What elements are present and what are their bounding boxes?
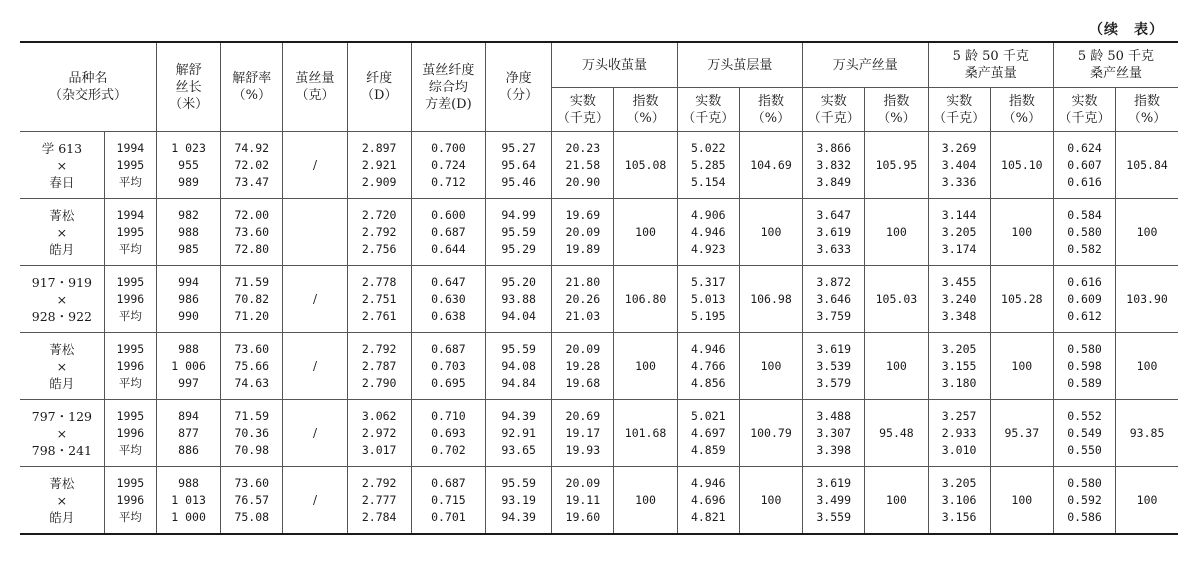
cell-reel-length: 994 986 990	[156, 266, 220, 333]
table-row	[20, 400, 1178, 467]
subheader-actual: 实数 （千克）	[803, 88, 865, 132]
cell-shell-yield-index: 100.79	[739, 400, 802, 467]
cell-silk-per-mulberry-actual: 0.552 0.549 0.550	[1053, 400, 1115, 467]
continued-table-note: （续 表）	[1089, 22, 1164, 38]
cell-silk-yield-actual: 3.619 3.539 3.579	[803, 333, 865, 400]
cell-cleanness: 95.59 94.08 94.84	[486, 333, 552, 400]
table-row	[20, 199, 1178, 266]
cell-reel-rate: 72.00 73.60 72.80	[221, 199, 283, 266]
cell-shell-yield-index: 106.98	[739, 266, 802, 333]
cell-silk-per-mulberry-actual: 0.584 0.580 0.582	[1053, 199, 1115, 266]
cell-silk-per-mulberry-index: 100	[1116, 467, 1178, 535]
cell-cocoon-yield-actual: 20.69 19.17 19.93	[552, 400, 614, 467]
cell-silk-per-mulberry-index: 100	[1116, 333, 1178, 400]
cell-denier: 2.778 2.751 2.761	[347, 266, 411, 333]
header-cocoon-per-mulberry: 5 龄 50 千克 桑产茧量	[928, 42, 1053, 88]
cell-reel-length: 988 1 013 1 000	[156, 467, 220, 535]
header-cleanness: 净度 （分）	[486, 42, 552, 132]
header-denier-variance: 茧丝纤度 综合均 方差(D)	[411, 42, 485, 132]
cell-shell-yield-actual: 4.946 4.766 4.856	[677, 333, 739, 400]
header-silk-per-mulberry: 5 龄 50 千克 桑产丝量	[1053, 42, 1178, 88]
cell-cocoon-per-mulberry-actual: 3.205 3.155 3.180	[928, 333, 990, 400]
cell-cocoon-per-mulberry-index: 95.37	[990, 400, 1053, 467]
table-row	[20, 467, 1178, 535]
cell-reel-rate: 73.60 75.66 74.63	[221, 333, 283, 400]
cell-variety: 菁松 × 皓月	[20, 467, 104, 535]
subheader-actual: 实数 （千克）	[677, 88, 739, 132]
cell-shell-yield-index: 100	[739, 199, 802, 266]
cell-silk-yield-index: 105.03	[865, 266, 928, 333]
subheader-index: 指数 （%）	[865, 88, 928, 132]
cell-variety: 菁松 × 皓月	[20, 199, 104, 266]
cell-denier-variance: 0.710 0.693 0.702	[411, 400, 485, 467]
cell-silk-yield-index: 105.95	[865, 132, 928, 199]
cell-variety: 菁松 × 皓月	[20, 333, 104, 400]
header-shell-yield: 万头茧层量	[677, 42, 802, 88]
subheader-index: 指数 （%）	[739, 88, 802, 132]
header-reel-rate: 解舒率 （%）	[221, 42, 283, 132]
cell-reel-rate: 71.59 70.36 70.98	[221, 400, 283, 467]
cell-silk-per-mulberry-index: 100	[1116, 199, 1178, 266]
cell-silk-yield-actual: 3.619 3.499 3.559	[803, 467, 865, 535]
cell-denier: 3.062 2.972 3.017	[347, 400, 411, 467]
header-variety: 品种名 （杂交形式）	[20, 42, 156, 132]
cell-cocoon-per-mulberry-index: 100	[990, 333, 1053, 400]
cell-silk-per-mulberry-index: 103.90	[1116, 266, 1178, 333]
cell-cleanness: 95.27 95.64 95.46	[486, 132, 552, 199]
cell-denier: 2.792 2.777 2.784	[347, 467, 411, 535]
cell-silk-per-mulberry-actual: 0.580 0.592 0.586	[1053, 467, 1115, 535]
subheader-index: 指数 （%）	[990, 88, 1053, 132]
cell-variety: 学 613 × 春日	[20, 132, 104, 199]
cell-shell-yield-index: 100	[739, 467, 802, 535]
cell-cocoon-silk: /	[283, 132, 347, 199]
cell-cocoon-yield-index: 100	[614, 467, 677, 535]
cell-cocoon-silk	[283, 199, 347, 266]
subheader-index: 指数 （%）	[614, 88, 677, 132]
cell-cocoon-per-mulberry-index: 105.10	[990, 132, 1053, 199]
silk-cocoon-data-table	[20, 41, 1178, 535]
cell-shell-yield-actual: 5.021 4.697 4.859	[677, 400, 739, 467]
cell-shell-yield-actual: 5.022 5.285 5.154	[677, 132, 739, 199]
cell-silk-yield-index: 100	[865, 467, 928, 535]
cell-years: 1995 1996 平均	[104, 400, 156, 467]
cell-denier-variance: 0.687 0.715 0.701	[411, 467, 485, 535]
cell-cocoon-yield-actual: 20.09 19.28 19.68	[552, 333, 614, 400]
header-cocoon-yield: 万头收茧量	[552, 42, 677, 88]
cell-cocoon-yield-index: 106.80	[614, 266, 677, 333]
cell-reel-length: 982 988 985	[156, 199, 220, 266]
cell-cleanness: 95.59 93.19 94.39	[486, 467, 552, 535]
cell-denier-variance: 0.687 0.703 0.695	[411, 333, 485, 400]
cell-denier: 2.792 2.787 2.790	[347, 333, 411, 400]
header-denier: 纤度 （D）	[347, 42, 411, 132]
cell-shell-yield-index: 100	[739, 333, 802, 400]
subheader-actual: 实数 （千克）	[1053, 88, 1115, 132]
cell-years: 1995 1996 平均	[104, 467, 156, 535]
cell-cocoon-yield-index: 105.08	[614, 132, 677, 199]
cell-denier-variance: 0.600 0.687 0.644	[411, 199, 485, 266]
subheader-index: 指数 （%）	[1116, 88, 1178, 132]
header-reel-length: 解舒 丝长 （米）	[156, 42, 220, 132]
cell-cocoon-yield-actual: 19.69 20.09 19.89	[552, 199, 614, 266]
table-row	[20, 266, 1178, 333]
cell-cocoon-yield-actual: 20.09 19.11 19.60	[552, 467, 614, 535]
cell-reel-length: 988 1 006 997	[156, 333, 220, 400]
cell-denier-variance: 0.647 0.630 0.638	[411, 266, 485, 333]
table-body	[20, 132, 1178, 535]
cell-denier: 2.720 2.792 2.756	[347, 199, 411, 266]
cell-silk-yield-actual: 3.866 3.832 3.849	[803, 132, 865, 199]
cell-silk-per-mulberry-actual: 0.580 0.598 0.589	[1053, 333, 1115, 400]
cell-cocoon-silk: /	[283, 400, 347, 467]
cell-reel-length: 894 877 886	[156, 400, 220, 467]
cell-cleanness: 95.20 93.88 94.04	[486, 266, 552, 333]
cell-shell-yield-actual: 5.317 5.013 5.195	[677, 266, 739, 333]
cell-cleanness: 94.99 95.59 95.29	[486, 199, 552, 266]
cell-cleanness: 94.39 92.91 93.65	[486, 400, 552, 467]
cell-variety: 797・129 × 798・241	[20, 400, 104, 467]
cell-reel-rate: 73.60 76.57 75.08	[221, 467, 283, 535]
cell-cocoon-per-mulberry-actual: 3.205 3.106 3.156	[928, 467, 990, 535]
subheader-actual: 实数 （千克）	[552, 88, 614, 132]
cell-reel-rate: 71.59 70.82 71.20	[221, 266, 283, 333]
cell-silk-yield-actual: 3.488 3.307 3.398	[803, 400, 865, 467]
cell-silk-per-mulberry-index: 105.84	[1116, 132, 1178, 199]
cell-cocoon-per-mulberry-index: 100	[990, 467, 1053, 535]
cell-reel-length: 1 023 955 989	[156, 132, 220, 199]
cell-variety: 917・919 × 928・922	[20, 266, 104, 333]
cell-cocoon-per-mulberry-actual: 3.144 3.205 3.174	[928, 199, 990, 266]
cell-cocoon-per-mulberry-index: 105.28	[990, 266, 1053, 333]
cell-cocoon-yield-index: 100	[614, 333, 677, 400]
cell-silk-yield-index: 100	[865, 333, 928, 400]
cell-denier: 2.897 2.921 2.909	[347, 132, 411, 199]
cell-cocoon-per-mulberry-actual: 3.455 3.240 3.348	[928, 266, 990, 333]
cell-silk-yield-index: 100	[865, 199, 928, 266]
cell-silk-yield-actual: 3.872 3.646 3.759	[803, 266, 865, 333]
header-cocoon-silk: 茧丝量 （克）	[283, 42, 347, 132]
table-header	[20, 42, 1178, 132]
cell-reel-rate: 74.92 72.02 73.47	[221, 132, 283, 199]
cell-years: 1994 1995 平均	[104, 132, 156, 199]
cell-years: 1995 1996 平均	[104, 266, 156, 333]
cell-cocoon-per-mulberry-index: 100	[990, 199, 1053, 266]
cell-silk-per-mulberry-index: 93.85	[1116, 400, 1178, 467]
cell-years: 1994 1995 平均	[104, 199, 156, 266]
cell-cocoon-yield-actual: 21.80 20.26 21.03	[552, 266, 614, 333]
cell-cocoon-silk: /	[283, 266, 347, 333]
cell-cocoon-silk: /	[283, 467, 347, 535]
cell-silk-yield-actual: 3.647 3.619 3.633	[803, 199, 865, 266]
cell-years: 1995 1996 平均	[104, 333, 156, 400]
cell-silk-per-mulberry-actual: 0.624 0.607 0.616	[1053, 132, 1115, 199]
subheader-actual: 实数 （千克）	[928, 88, 990, 132]
cell-silk-yield-index: 95.48	[865, 400, 928, 467]
table-row	[20, 132, 1178, 199]
cell-cocoon-yield-actual: 20.23 21.58 20.90	[552, 132, 614, 199]
cell-cocoon-yield-index: 101.68	[614, 400, 677, 467]
cell-shell-yield-actual: 4.946 4.696 4.821	[677, 467, 739, 535]
table-row	[20, 333, 1178, 400]
header-silk-yield: 万头产丝量	[803, 42, 928, 88]
cell-denier-variance: 0.700 0.724 0.712	[411, 132, 485, 199]
cell-silk-per-mulberry-actual: 0.616 0.609 0.612	[1053, 266, 1115, 333]
cell-cocoon-yield-index: 100	[614, 199, 677, 266]
cell-cocoon-per-mulberry-actual: 3.269 3.404 3.336	[928, 132, 990, 199]
cell-cocoon-per-mulberry-actual: 3.257 2.933 3.010	[928, 400, 990, 467]
cell-shell-yield-actual: 4.906 4.946 4.923	[677, 199, 739, 266]
cell-shell-yield-index: 104.69	[739, 132, 802, 199]
cell-cocoon-silk: /	[283, 333, 347, 400]
